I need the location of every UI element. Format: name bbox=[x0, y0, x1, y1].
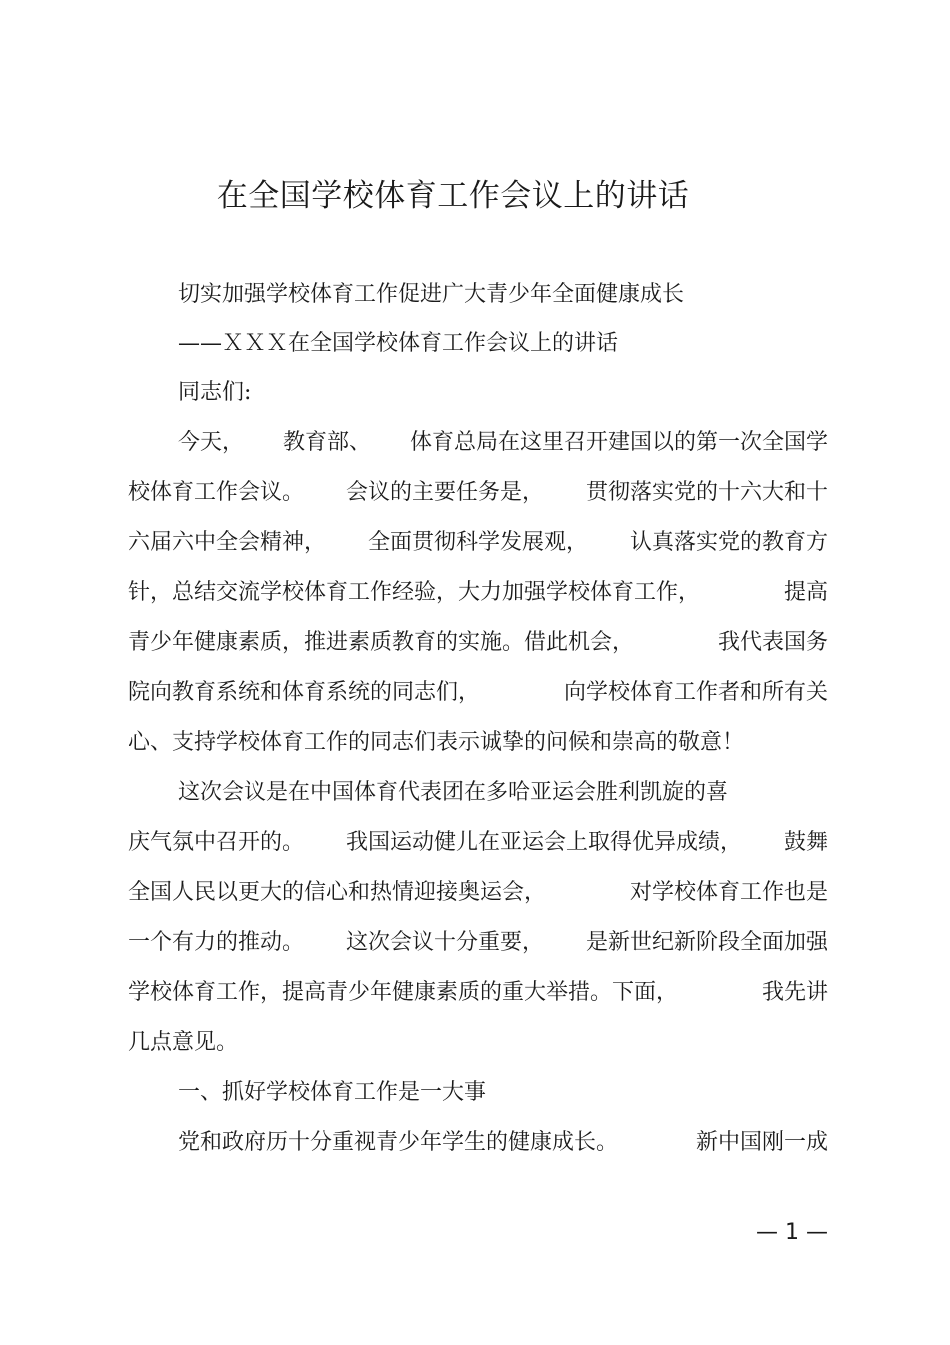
paragraph-1-line-7: 心、支持学校体育工作的同志们表示诚挚的问候和崇高的敬意！ bbox=[128, 730, 745, 755]
paragraph-2-line-3: 全国人民以更大的信心和热情迎接奥运会， 对学校体育工作也是 bbox=[128, 880, 828, 905]
paragraph-1-line-4: 针，总结交流学校体育工作经验，大力加强学校体育工作， 提高 bbox=[128, 580, 828, 605]
paragraph-1-line-5: 青少年健康素质，推进素质教育的实施。借此机会， 我代表国务 bbox=[128, 630, 828, 655]
document-title: 在全国学校体育工作会议上的讲话 bbox=[216, 178, 690, 214]
paragraph-1-line-3: 六届六中全会精神， 全面贯彻科学发展观， 认真落实党的教育方 bbox=[128, 530, 828, 555]
paragraph-2-line-4: 一个有力的推动。 这次会议十分重要， 是新世纪新阶段全面加强 bbox=[128, 930, 828, 955]
paragraph-2-line-5: 学校体育工作，提高青少年健康素质的重大举措。下面， 我先讲 bbox=[128, 980, 828, 1005]
paragraph-2-line-1: 这次会议是在中国体育代表团在多哈亚运会胜利凯旋的喜 bbox=[178, 780, 729, 805]
document-subtitle: 切实加强学校体育工作促进广大青少年全面健康成长 bbox=[178, 282, 685, 307]
salutation: 同志们: bbox=[178, 380, 252, 405]
section-1-heading: 一、抓好学校体育工作是一大事 bbox=[178, 1080, 487, 1105]
paragraph-1-line-2: 校体育工作会议。 会议的主要任务是， 贯彻落实党的十六大和十 bbox=[128, 480, 828, 505]
paragraph-3-line-1: 党和政府历十分重视青少年学生的健康成长。 新中国刚一成 bbox=[178, 1130, 828, 1155]
paragraph-1-line-1: 今天， 教育部、 体育总局在这里召开建国以的第一次全国学 bbox=[178, 430, 828, 455]
document-byline: ——ＸＸＸ在全国学校体育工作会议上的讲话 bbox=[178, 331, 619, 356]
paragraph-1-line-6: 院向教育系统和体育系统的同志们， 向学校体育工作者和所有关 bbox=[128, 680, 828, 705]
paragraph-2-line-6: 几点意见。 bbox=[128, 1030, 239, 1055]
page-number: — 1 — bbox=[756, 1220, 828, 1245]
paragraph-2-line-2: 庆气氛中召开的。 我国运动健儿在亚运会上取得优异成绩， 鼓舞 bbox=[128, 830, 828, 855]
